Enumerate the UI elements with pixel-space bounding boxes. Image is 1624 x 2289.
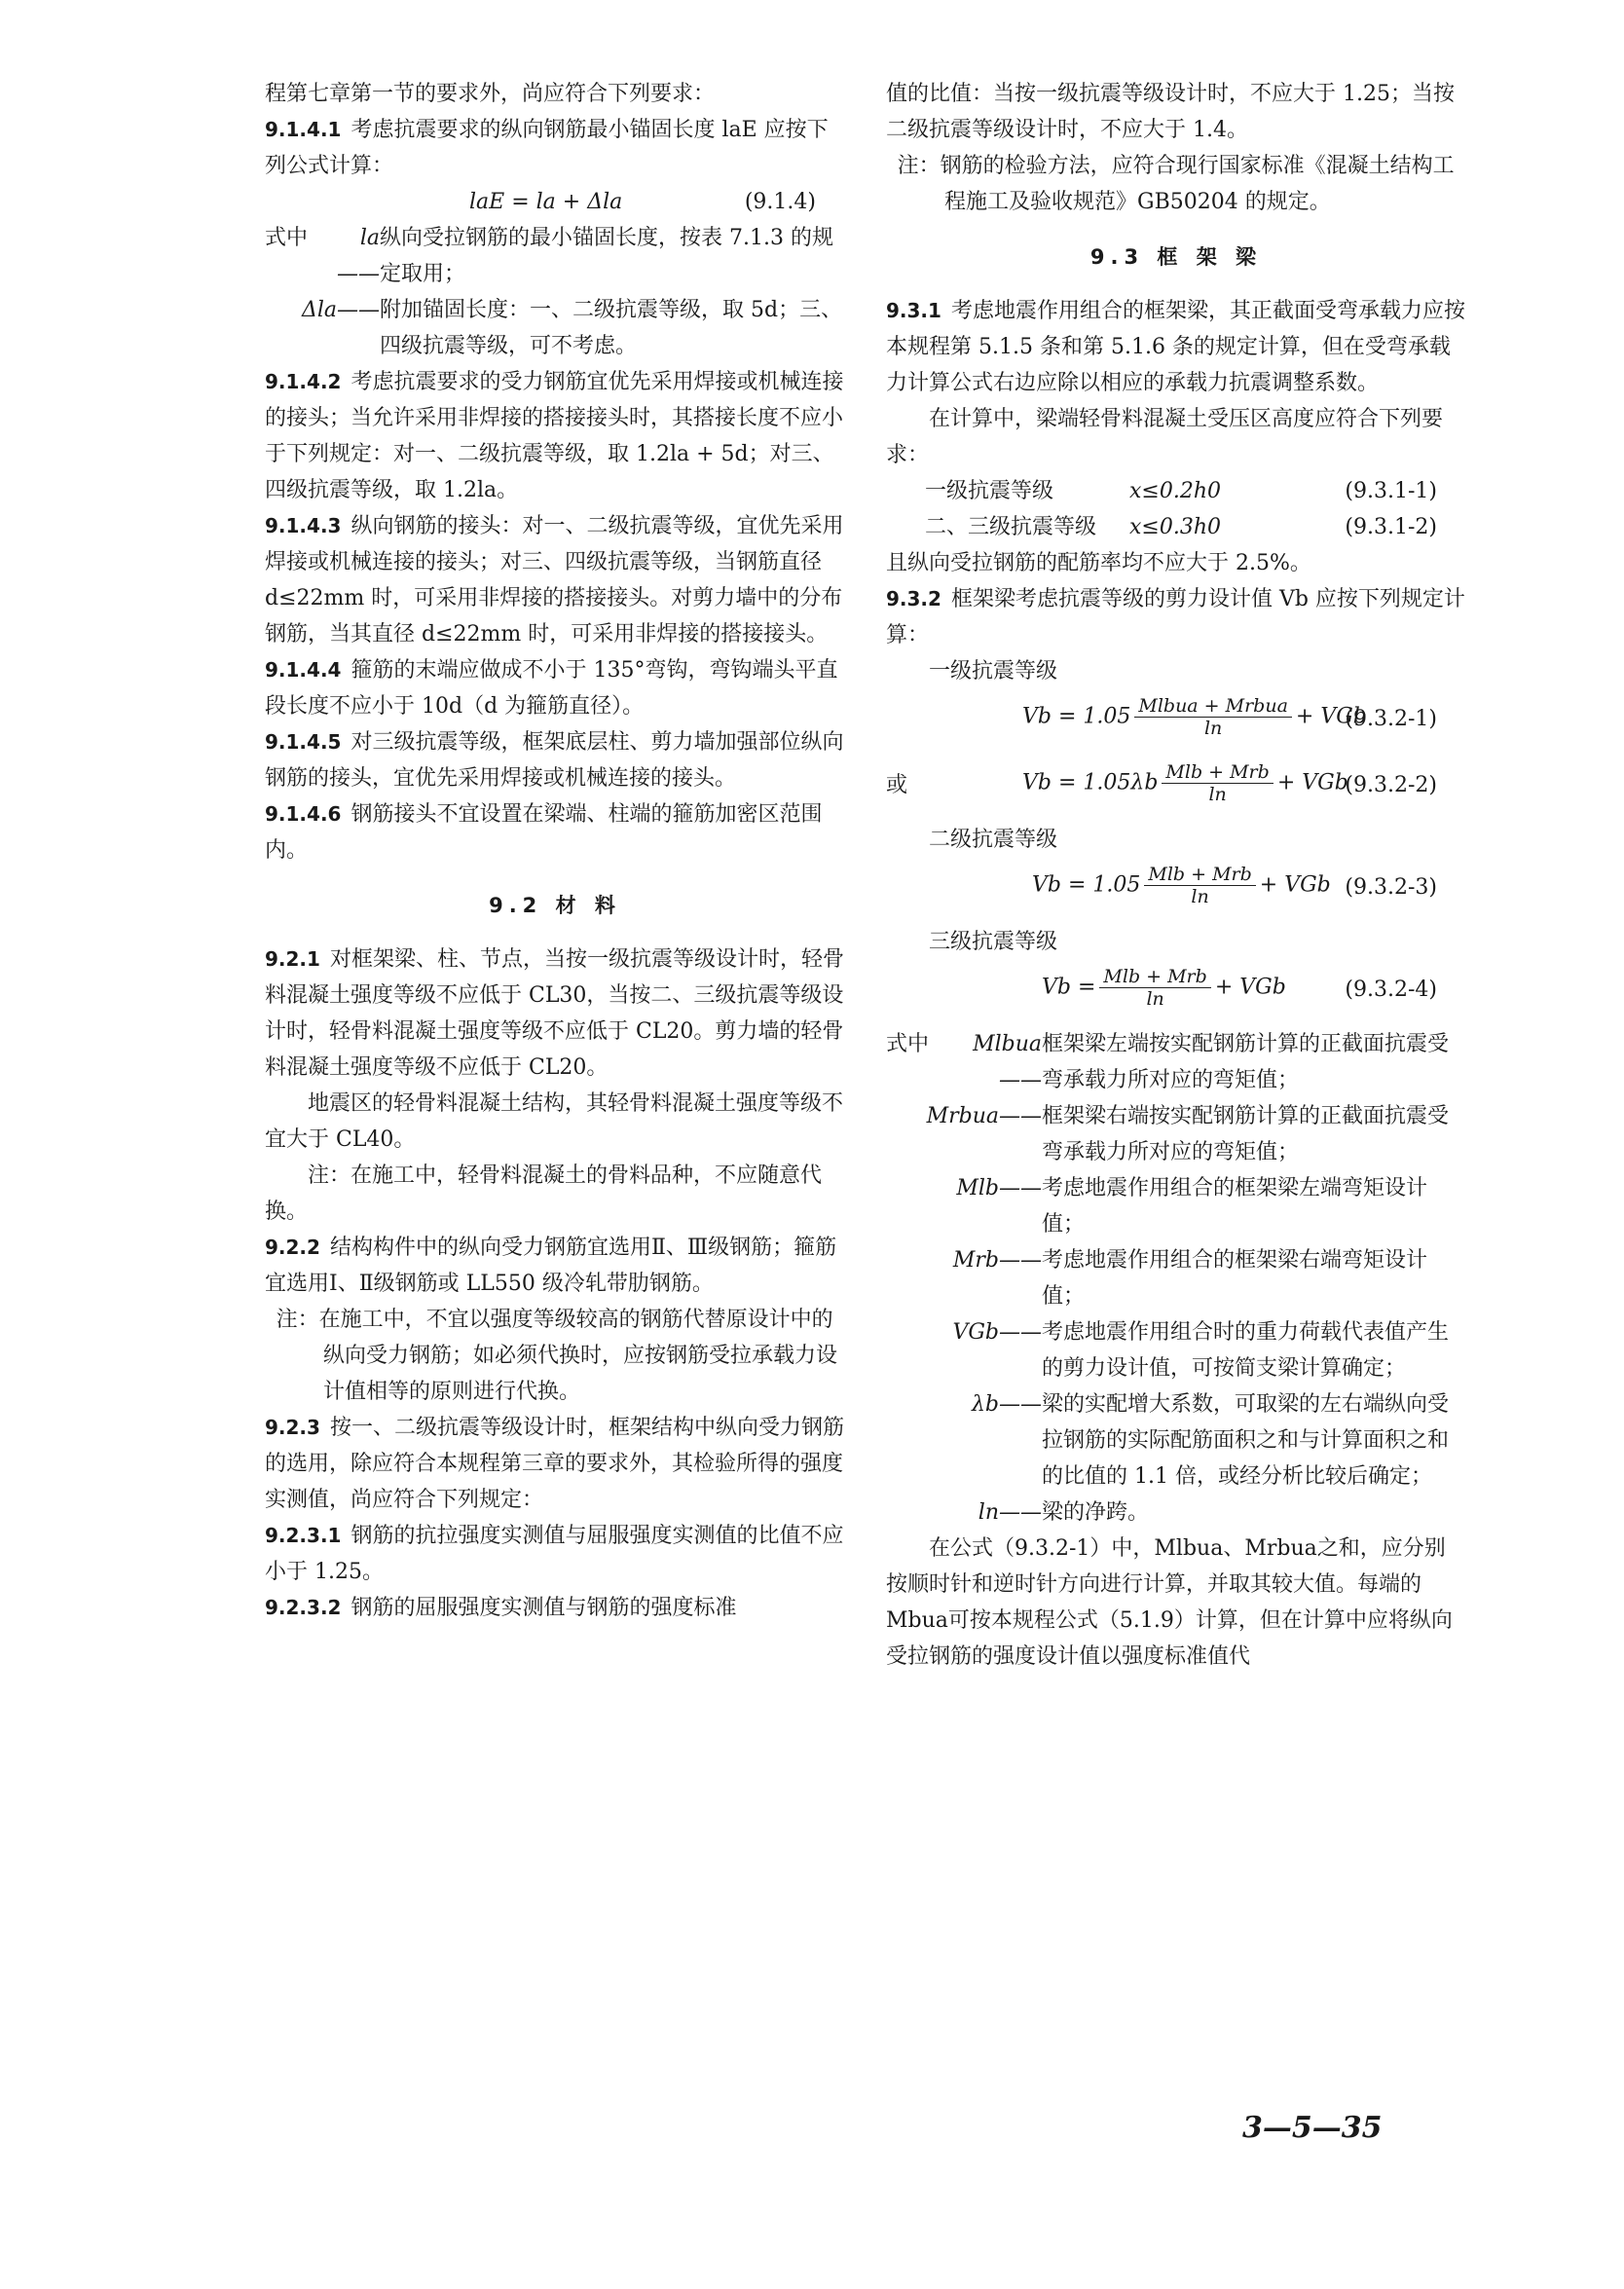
formula-9-3-2-2 bbox=[886, 756, 1466, 822]
formula-tail: + VGb bbox=[1214, 975, 1286, 1000]
definition-lead: 式中 bbox=[265, 226, 309, 250]
paragraph: 在公式（9.3.2-1）中，Mlbua、Mrbua之和，应分别按顺时针和逆时针方向进行计算，并取其较大值。每端的 Mbua可按本规程公式（5.1.9）计算，但在计算中应将纵向受拉钢筋的强度设计值以强度标准值代 bbox=[886, 1536, 1453, 1669]
clause-number: 9.3.2 bbox=[886, 587, 941, 610]
clause-9-2-3 bbox=[265, 1410, 845, 1518]
note: 注：在施工中，轻骨料混凝土的骨料品种，不应随意代换。 bbox=[265, 1163, 823, 1224]
equation-expression: x≤0.3h0 bbox=[1129, 515, 1221, 539]
paragraph: 在计算中，梁端轻骨料混凝土受压区高度应符合下列要求： bbox=[886, 407, 1444, 467]
definition-text: 考虑地震作用组合的框架梁右端弯矩设计值； bbox=[1042, 1248, 1428, 1309]
definition-row bbox=[886, 1314, 1466, 1386]
fraction-numerator: Mlbua + Mrbua bbox=[1134, 695, 1292, 718]
definition-row bbox=[886, 1495, 1466, 1531]
clause-number: 9.1.4.2 bbox=[265, 370, 342, 393]
clause-9-1-4-5 bbox=[265, 724, 845, 796]
clause-text: 纵向钢筋的接头：对一、二级抗震等级，宜优先采用焊接或机械连接的接头；对三、四级抗震等级，当钢筋直径 d≤22mm 时，可采用非焊接的搭接接头。对剪力墙中的分布钢筋，当其直径 d≤22mm 时，可采用非焊接的搭接接头。 bbox=[265, 514, 844, 646]
equation-row bbox=[886, 509, 1466, 545]
definition-row bbox=[886, 1026, 1466, 1098]
fraction bbox=[1134, 695, 1292, 739]
definition-text: 考虑地震作用组合时的重力荷载代表值产生的剪力设计值，可按简支梁计算确定； bbox=[1042, 1320, 1450, 1381]
definition-row bbox=[886, 1170, 1466, 1242]
clause-9-2-1 bbox=[265, 941, 845, 1086]
clause-text: 钢筋的抗拉强度实测值与屈服强度实测值的比值不应小于 1.25。 bbox=[265, 1524, 844, 1584]
definition-text: 考虑地震作用组合的框架梁左端弯矩设计值； bbox=[1042, 1176, 1428, 1237]
clause-number: 9.2.3.1 bbox=[265, 1524, 342, 1547]
clause-number: 9.2.2 bbox=[265, 1236, 320, 1259]
paragraph: 地震区的轻骨料混凝土结构，其轻骨料混凝土强度等级不宜大于 CL40。 bbox=[265, 1091, 844, 1152]
clause-9-1-4-6 bbox=[265, 796, 845, 868]
formula-expression bbox=[1022, 761, 1348, 805]
definition-text: 框架梁左端按实配钢筋计算的正截面抗震受弯承载力所对应的弯矩值； bbox=[1042, 1032, 1450, 1092]
clause-9-1-4-1 bbox=[265, 112, 845, 184]
formula-number: (9.3.2-3) bbox=[1345, 875, 1437, 900]
formula-lhs: Vb = 1.05 bbox=[1032, 872, 1141, 898]
formula-expression: laE = la + Δla bbox=[469, 190, 623, 214]
definition-symbol: ln—— bbox=[978, 1500, 1042, 1525]
formula-number: (9.1.4) bbox=[744, 190, 816, 214]
right-column bbox=[886, 76, 1466, 1675]
definition-row bbox=[265, 220, 845, 292]
formula-tail: + VGb bbox=[1295, 704, 1367, 729]
equation-expression: x≤0.2h0 bbox=[1129, 479, 1221, 503]
definition-text: 框架梁右端按实配钢筋计算的正截面抗震受弯承载力所对应的弯矩值； bbox=[1042, 1104, 1450, 1164]
fraction-denominator: ln bbox=[1146, 988, 1164, 1010]
clause-text: 钢筋接头不宜设置在梁端、柱端的箍筋加密区范围内。 bbox=[265, 802, 823, 863]
definition-symbol: Δla—— bbox=[301, 298, 380, 322]
definition-row bbox=[886, 1098, 1466, 1170]
clause-9-1-4-3 bbox=[265, 508, 845, 652]
clause-9-2-3-1 bbox=[265, 1518, 845, 1590]
definition-text: 梁的净跨。 bbox=[1042, 1500, 1150, 1525]
formula-9-1-4 bbox=[265, 184, 845, 220]
formula-tail: + VGb bbox=[1276, 770, 1348, 795]
formula-9-3-2-1 bbox=[886, 689, 1466, 756]
formula-tail: + VGb bbox=[1259, 872, 1331, 898]
formula-lhs: Vb = 1.05λb bbox=[1022, 770, 1159, 795]
clause-9-1-4-2 bbox=[265, 364, 845, 508]
equation-number: (9.3.1-1) bbox=[1345, 479, 1437, 503]
page-number: 3—5—35 bbox=[1242, 2111, 1383, 2145]
clause-9-3-1 bbox=[886, 293, 1466, 401]
definition-text: 纵向受拉钢筋的最小锚固长度，按表 7.1.3 的规定取用； bbox=[380, 226, 833, 286]
equation-row bbox=[886, 473, 1466, 509]
formula-expression bbox=[1032, 864, 1331, 907]
definition-symbol: VGb—— bbox=[952, 1320, 1042, 1345]
definition-symbol: Mlbua—— bbox=[973, 1032, 1042, 1092]
fraction bbox=[1099, 966, 1210, 1010]
fraction-denominator: ln bbox=[1203, 718, 1223, 739]
formula-expression bbox=[1022, 695, 1367, 739]
definition-row bbox=[886, 1386, 1466, 1495]
clause-text: 按一、二级抗震等级设计时，框架结构中纵向受力钢筋的选用，除应符合本规程第三章的要求外，其检验所得的强度实测值，尚应符合下列规定： bbox=[265, 1416, 844, 1512]
clause-9-2-3-2 bbox=[265, 1590, 845, 1626]
grade-label: 三级抗震等级 bbox=[929, 930, 1058, 954]
section-heading-9-3: 9.3 框 架 梁 bbox=[1089, 245, 1263, 269]
note: 注：钢筋的检验方法，应符合现行国家标准《混凝土结构工程施工及验收规范》GB50204 的规定。 bbox=[897, 154, 1455, 214]
definition-text: 梁的实配增大系数，可取梁的左右端纵向受拉钢筋的实际配筋面积之和与计算面积之和的比值的 1.1 倍，或经分析比较后确定； bbox=[1042, 1392, 1450, 1489]
paragraph: 且纵向受拉钢筋的配筋率均不应大于 2.5%。 bbox=[886, 551, 1311, 575]
fraction bbox=[1162, 761, 1273, 805]
definition-row bbox=[886, 1242, 1466, 1314]
clause-9-1-4-4 bbox=[265, 652, 845, 724]
clause-number: 9.1.4.5 bbox=[265, 730, 342, 754]
formula-9-3-2-3 bbox=[886, 858, 1466, 924]
clause-text: 对三级抗震等级，框架底层柱、剪力墙加强部位纵向钢筋的接头，宜优先采用焊接或机械连接的接头。 bbox=[265, 730, 844, 791]
clause-text: 钢筋的屈服强度实测值与钢筋的强度标准 bbox=[351, 1596, 737, 1620]
clause-number: 9.2.1 bbox=[265, 947, 320, 971]
fraction-denominator: ln bbox=[1208, 784, 1227, 805]
clause-text: 结构构件中的纵向受力钢筋宜选用Ⅱ、Ⅲ级钢筋；箍筋宜选用Ⅰ、Ⅱ级钢筋或 LL550 级冷轧带肋钢筋。 bbox=[265, 1236, 837, 1296]
fraction-denominator: ln bbox=[1191, 886, 1209, 907]
formula-number: (9.3.2-1) bbox=[1345, 707, 1437, 731]
or-label: 或 bbox=[886, 773, 908, 797]
grade-label: 二级抗震等级 bbox=[929, 828, 1058, 852]
paragraph: 程第七章第一节的要求外，尚应符合下列要求： bbox=[265, 82, 716, 106]
fraction-numerator: Mlb + Mrb bbox=[1144, 864, 1255, 886]
fraction bbox=[1144, 864, 1255, 907]
clause-text: 框架梁考虑抗震等级的剪力设计值 Vb 应按下列规定计算： bbox=[886, 587, 1465, 647]
clause-number: 9.1.4.4 bbox=[265, 658, 342, 682]
clause-text: 箍筋的末端应做成不小于 135°弯钩，弯钩端头平直段长度不应小于 10d（d 为箍筋直径）。 bbox=[265, 658, 838, 719]
clause-number: 9.1.4.1 bbox=[265, 118, 342, 141]
definition-symbol: Mlb—— bbox=[956, 1176, 1042, 1200]
definition-row bbox=[265, 292, 845, 364]
clause-9-3-2 bbox=[886, 581, 1466, 653]
formula-expression bbox=[1042, 966, 1286, 1010]
formula-9-3-2-4 bbox=[886, 960, 1466, 1026]
clause-text: 对框架梁、柱、节点，当按一级抗震等级设计时，轻骨料混凝土强度等级不应低于 CL30，当按二、三级抗震等级设计时，轻骨料混凝土强度等级不应低于 CL20。剪力墙的轻骨料混凝土强度等级不应低于 CL20。 bbox=[265, 947, 844, 1080]
definition-lead: 式中 bbox=[886, 1032, 930, 1056]
grade-label: 一级抗震等级 bbox=[929, 659, 1058, 683]
clause-9-2-2 bbox=[265, 1230, 845, 1302]
clause-number: 9.3.1 bbox=[886, 299, 941, 322]
clause-number: 9.2.3.2 bbox=[265, 1596, 342, 1619]
definition-symbol: λb—— bbox=[971, 1392, 1042, 1417]
equation-number: (9.3.1-2) bbox=[1345, 515, 1437, 539]
formula-lhs: Vb = bbox=[1042, 975, 1096, 1000]
clause-number: 9.1.4.6 bbox=[265, 802, 342, 826]
left-column bbox=[265, 76, 845, 1626]
note: 注：在施工中，不宜以强度等级较高的钢筋代替原设计中的纵向受力钢筋；如必须代换时，应按钢筋受拉承载力设计值相等的原则进行代换。 bbox=[276, 1308, 838, 1404]
formula-number: (9.3.2-4) bbox=[1345, 978, 1437, 1002]
fraction-numerator: Mlb + Mrb bbox=[1099, 966, 1210, 988]
definition-text: 附加锚固长度：一、二级抗震等级，取 5d；三、四级抗震等级，可不考虑。 bbox=[380, 298, 843, 358]
paragraph: 值的比值：当按一级抗震等级设计时，不应大于 1.25；当按二级抗震等级设计时，不应大于 1.4。 bbox=[886, 82, 1455, 142]
clause-number: 9.1.4.3 bbox=[265, 514, 342, 537]
clause-text: 考虑抗震要求的纵向钢筋最小锚固长度 laE 应按下列公式计算： bbox=[265, 118, 829, 178]
formula-number: (9.3.2-2) bbox=[1345, 773, 1437, 797]
clause-number: 9.2.3 bbox=[265, 1416, 320, 1439]
fraction-numerator: Mlb + Mrb bbox=[1162, 761, 1273, 784]
definition-symbol: la—— bbox=[337, 226, 380, 286]
equation-label: 二、三级抗震等级 bbox=[925, 515, 1097, 539]
definition-symbol: Mrbua—— bbox=[926, 1104, 1042, 1128]
equation-label: 一级抗震等级 bbox=[925, 479, 1054, 503]
clause-text: 考虑抗震要求的受力钢筋宜优先采用焊接或机械连接的接头；当允许采用非焊接的搭接接头时，其搭接长度不应小于下列规定：对一、二级抗震等级，取 1.2la + 5d；对三、四级抗震等级，取 1.2la。 bbox=[265, 370, 844, 502]
clause-text: 考虑地震作用组合的框架梁，其正截面受弯承载力应按本规程第 5.1.5 条和第 5.1.6 条的规定计算，但在受弯承载力计算公式右边应除以相应的承载力抗震调整系数。 bbox=[886, 299, 1465, 395]
section-heading-9-2: 9.2 材 料 bbox=[489, 894, 621, 917]
formula-lhs: Vb = 1.05 bbox=[1022, 704, 1131, 729]
definition-symbol: Mrb—— bbox=[952, 1248, 1042, 1273]
